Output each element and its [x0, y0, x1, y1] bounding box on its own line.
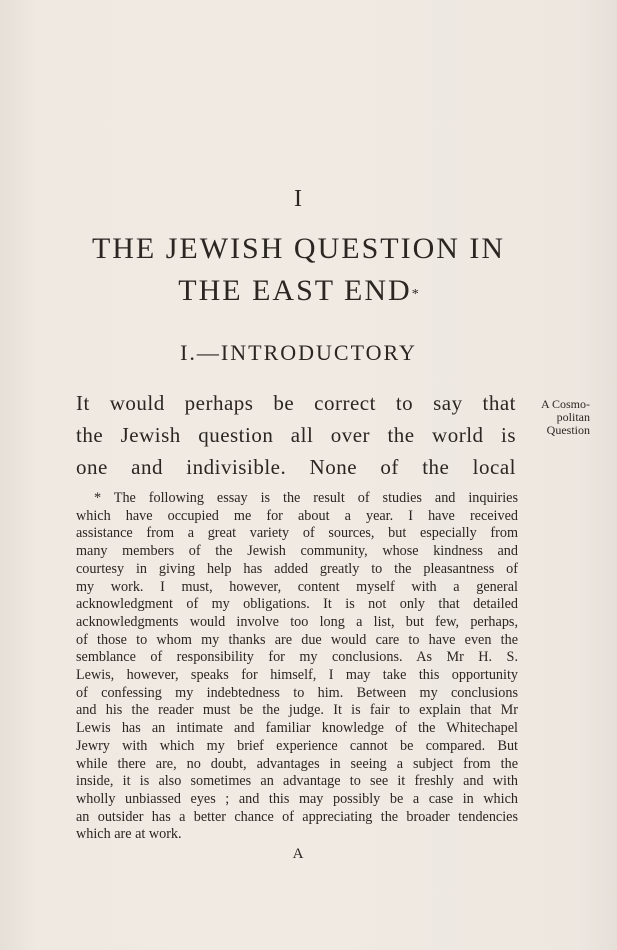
- signature-mark: A: [292, 846, 305, 862]
- footnote-line: Lewis, however, speaks for himself, I may take this opportunity: [76, 667, 518, 684]
- body-line: It would perhaps be correct to say that: [76, 391, 516, 415]
- footnote-line: wholly unbiassed eyes ; and this may possibly be a case in which: [76, 790, 518, 807]
- footnote: [76, 490, 518, 844]
- footnote-reference-mark: *: [411, 287, 419, 302]
- body-line: one and indivisible. None of the local: [76, 455, 516, 479]
- footnote-line: inside, it is also sometimes an advantage to see it freshly and with: [76, 773, 518, 790]
- footnote-line: my work. I must, however, content myself with a general: [76, 578, 518, 595]
- chapter-title-line-1: THE JEWISH QUESTION IN: [91, 232, 506, 265]
- footnote-line: courtesy in giving help has added greatly to the pleasantness of: [76, 560, 518, 577]
- footnote-line: of those to whom my thanks are due would care to have even the: [76, 631, 518, 648]
- footnote-line: of confessing my indebtedness to him. Between my conclusions: [76, 684, 518, 701]
- footnote-line: acknowledgments would involve too long a list, but few, perhaps,: [76, 613, 518, 630]
- section-heading: I.—INTRODUCTORY: [180, 340, 417, 365]
- chapter-title: [60, 228, 537, 312]
- footnote-line: acknowledgment of my obligations. It is not only that detailed: [76, 596, 518, 613]
- footnote-line: while there are, no doubt, advantages in seeing a subject from the: [76, 755, 518, 772]
- chapter-title-line-2-text: THE EAST END: [178, 274, 412, 307]
- footnote-line: an outsider has a better chance of appreciating the broader tendencies: [76, 808, 518, 825]
- body-paragraph: [76, 387, 516, 483]
- footnote-line: Lewis has an intimate and familiar knowledge of the Whitechapel: [76, 720, 518, 737]
- footnote-line: which have occupied me for about a year. I have received: [76, 507, 518, 524]
- body-line: the Jewish question all over the world is: [76, 423, 516, 447]
- footnote-line: which are at work.: [76, 826, 182, 843]
- footnote-line: many members of the Jewish community, whose kindness and: [76, 543, 518, 560]
- footnote-line: and his the reader must be the judge. It is fair to explain that Mr: [76, 702, 518, 719]
- chapter-number: I: [294, 186, 303, 212]
- footnote-line: assistance from a great variety of sources, but especially from: [76, 525, 518, 542]
- margin-note: [520, 398, 590, 437]
- margin-note-line: politan: [556, 410, 590, 424]
- margin-note-line: Question: [546, 423, 590, 437]
- footnote-line: * The following essay is the result of studies and inquiries: [94, 490, 518, 506]
- margin-note-line: A Cosmo-: [540, 397, 590, 411]
- footnote-line: Jewry with which my brief experience cannot be compared. But: [76, 737, 518, 754]
- chapter-title-line-2: [60, 270, 537, 312]
- footnote-line: semblance of responsibility for my conclusions. As Mr H. S.: [76, 649, 518, 666]
